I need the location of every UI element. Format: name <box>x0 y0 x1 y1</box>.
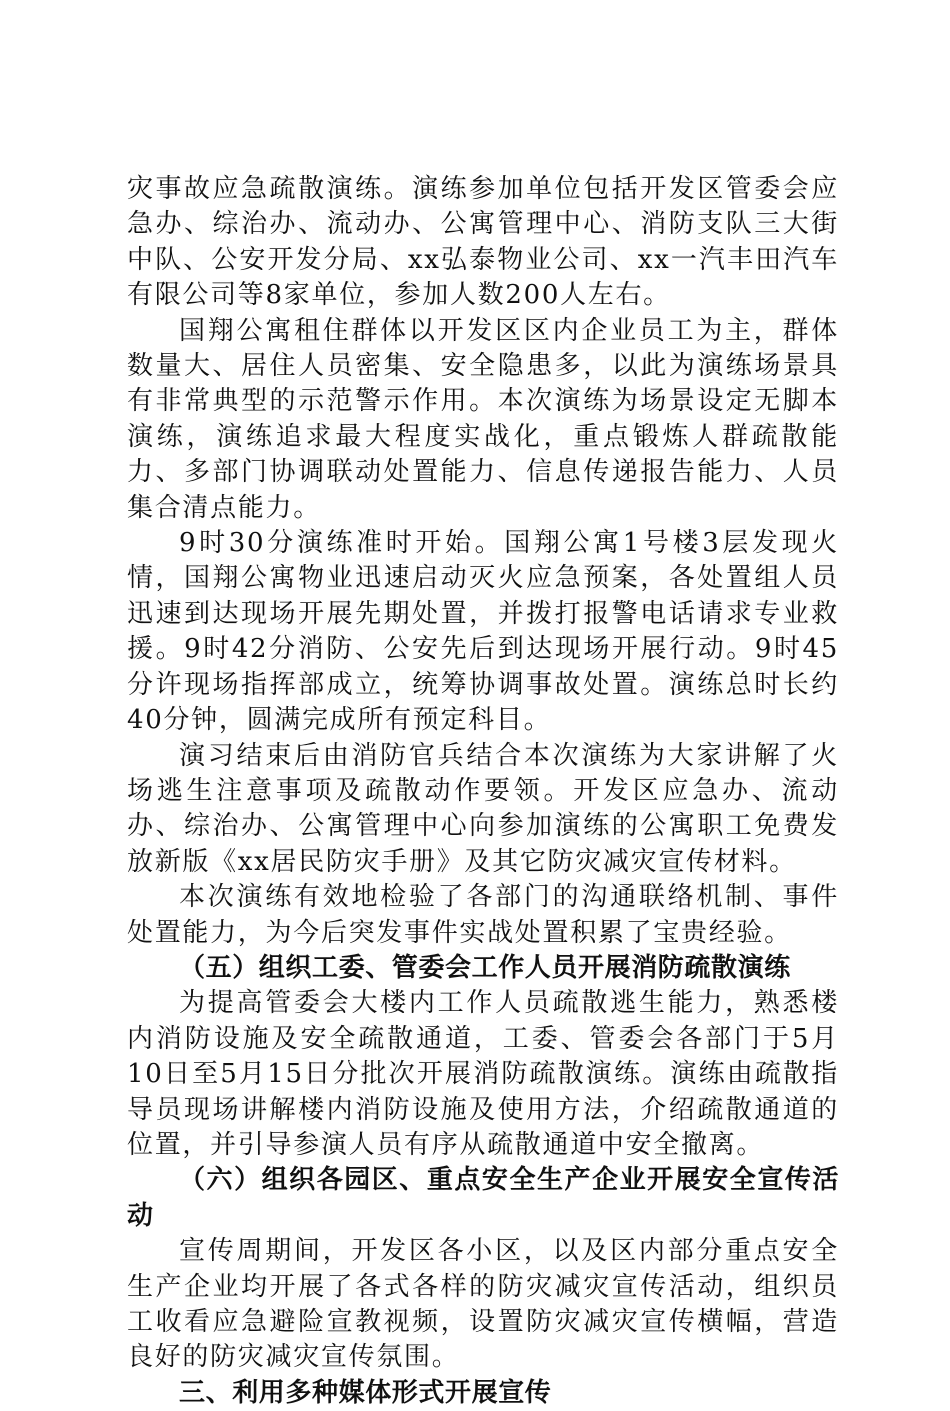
section-heading-6: （六）组织各园区、重点安全生产企业开展安全宣传活动 <box>127 1165 839 1231</box>
document-body <box>127 172 839 1411</box>
paragraph-after-drill: 演习结束后由消防官兵结合本次演练为大家讲解了火场逃生注意事项及疏散动作要领。开发区应急办、流动办、综治办、公寓管理中心向参加演练的公寓职工免费发放新版《xx居民防灾手册》及其它防灾减灾宣传材料。 <box>127 740 839 877</box>
chapter-heading-3: 三、利用多种媒体形式开展宣传 <box>179 1377 552 1408</box>
paragraph-office-drill: 为提高管委会大楼内工作人员疏散逃生能力，熟悉楼内消防设施及安全疏散通道，工委、管委会各部门于5月10日至5月15日分批次开展消防疏散演练。演练由疏散指导员现场讲解楼内消防设施及使用方法，介绍疏散通道的位置，并引导参演人员有序从疏散通道中安全撤离。 <box>127 988 839 1160</box>
section-heading-5: （五）组织工委、管委会工作人员开展消防疏散演练 <box>179 952 791 983</box>
paragraph-park-publicity: 宣传周期间，开发区各小区，以及区内部分重点安全生产企业均开展了各式各样的防灾减灾宣传活动，组织员工收看应急避险宣教视频，设置防灾减灾宣传横幅，营造良好的防灾减灾宣传氛围。 <box>127 1236 839 1373</box>
paragraph-drill-participants: 灾事故应急疏散演练。演练参加单位包括开发区管委会应急办、综治办、流动办、公寓管理中心、消防支队三大街中队、公安开发分局、xx弘泰物业公司、xx一汽丰田汽车有限公司等8家单位，参加人数200人左右。 <box>127 174 839 311</box>
paragraph-drill-timeline: 9时30分演练准时开始。国翔公寓1号楼3层发现火情，国翔公寓物业迅速启动灭火应急预案，各处置组人员迅速到达现场开展先期处置，并拨打报警电话请求专业救援。9时42分消防、公安先后到达现场开展行动。9时45分许现场指挥部成立，统筹协调事故处置。演练总时长约40分钟，圆满完成所有预定科目。 <box>127 528 839 736</box>
paragraph-apartment-scenario: 国翔公寓租住群体以开发区区内企业员工为主，群体数量大、居住人员密集、安全隐患多，以此为演练场景具有非常典型的示范警示作用。本次演练为场景设定无脚本演练，演练追求最大程度实战化，重点锻炼人群疏散能力、多部门协调联动处置能力、信息传递报告能力、人员集合清点能力。 <box>127 315 839 523</box>
paragraph-drill-result: 本次演练有效地检验了各部门的沟通联络机制、事件处置能力，为今后突发事件实战处置积累了宝贵经验。 <box>127 882 839 948</box>
